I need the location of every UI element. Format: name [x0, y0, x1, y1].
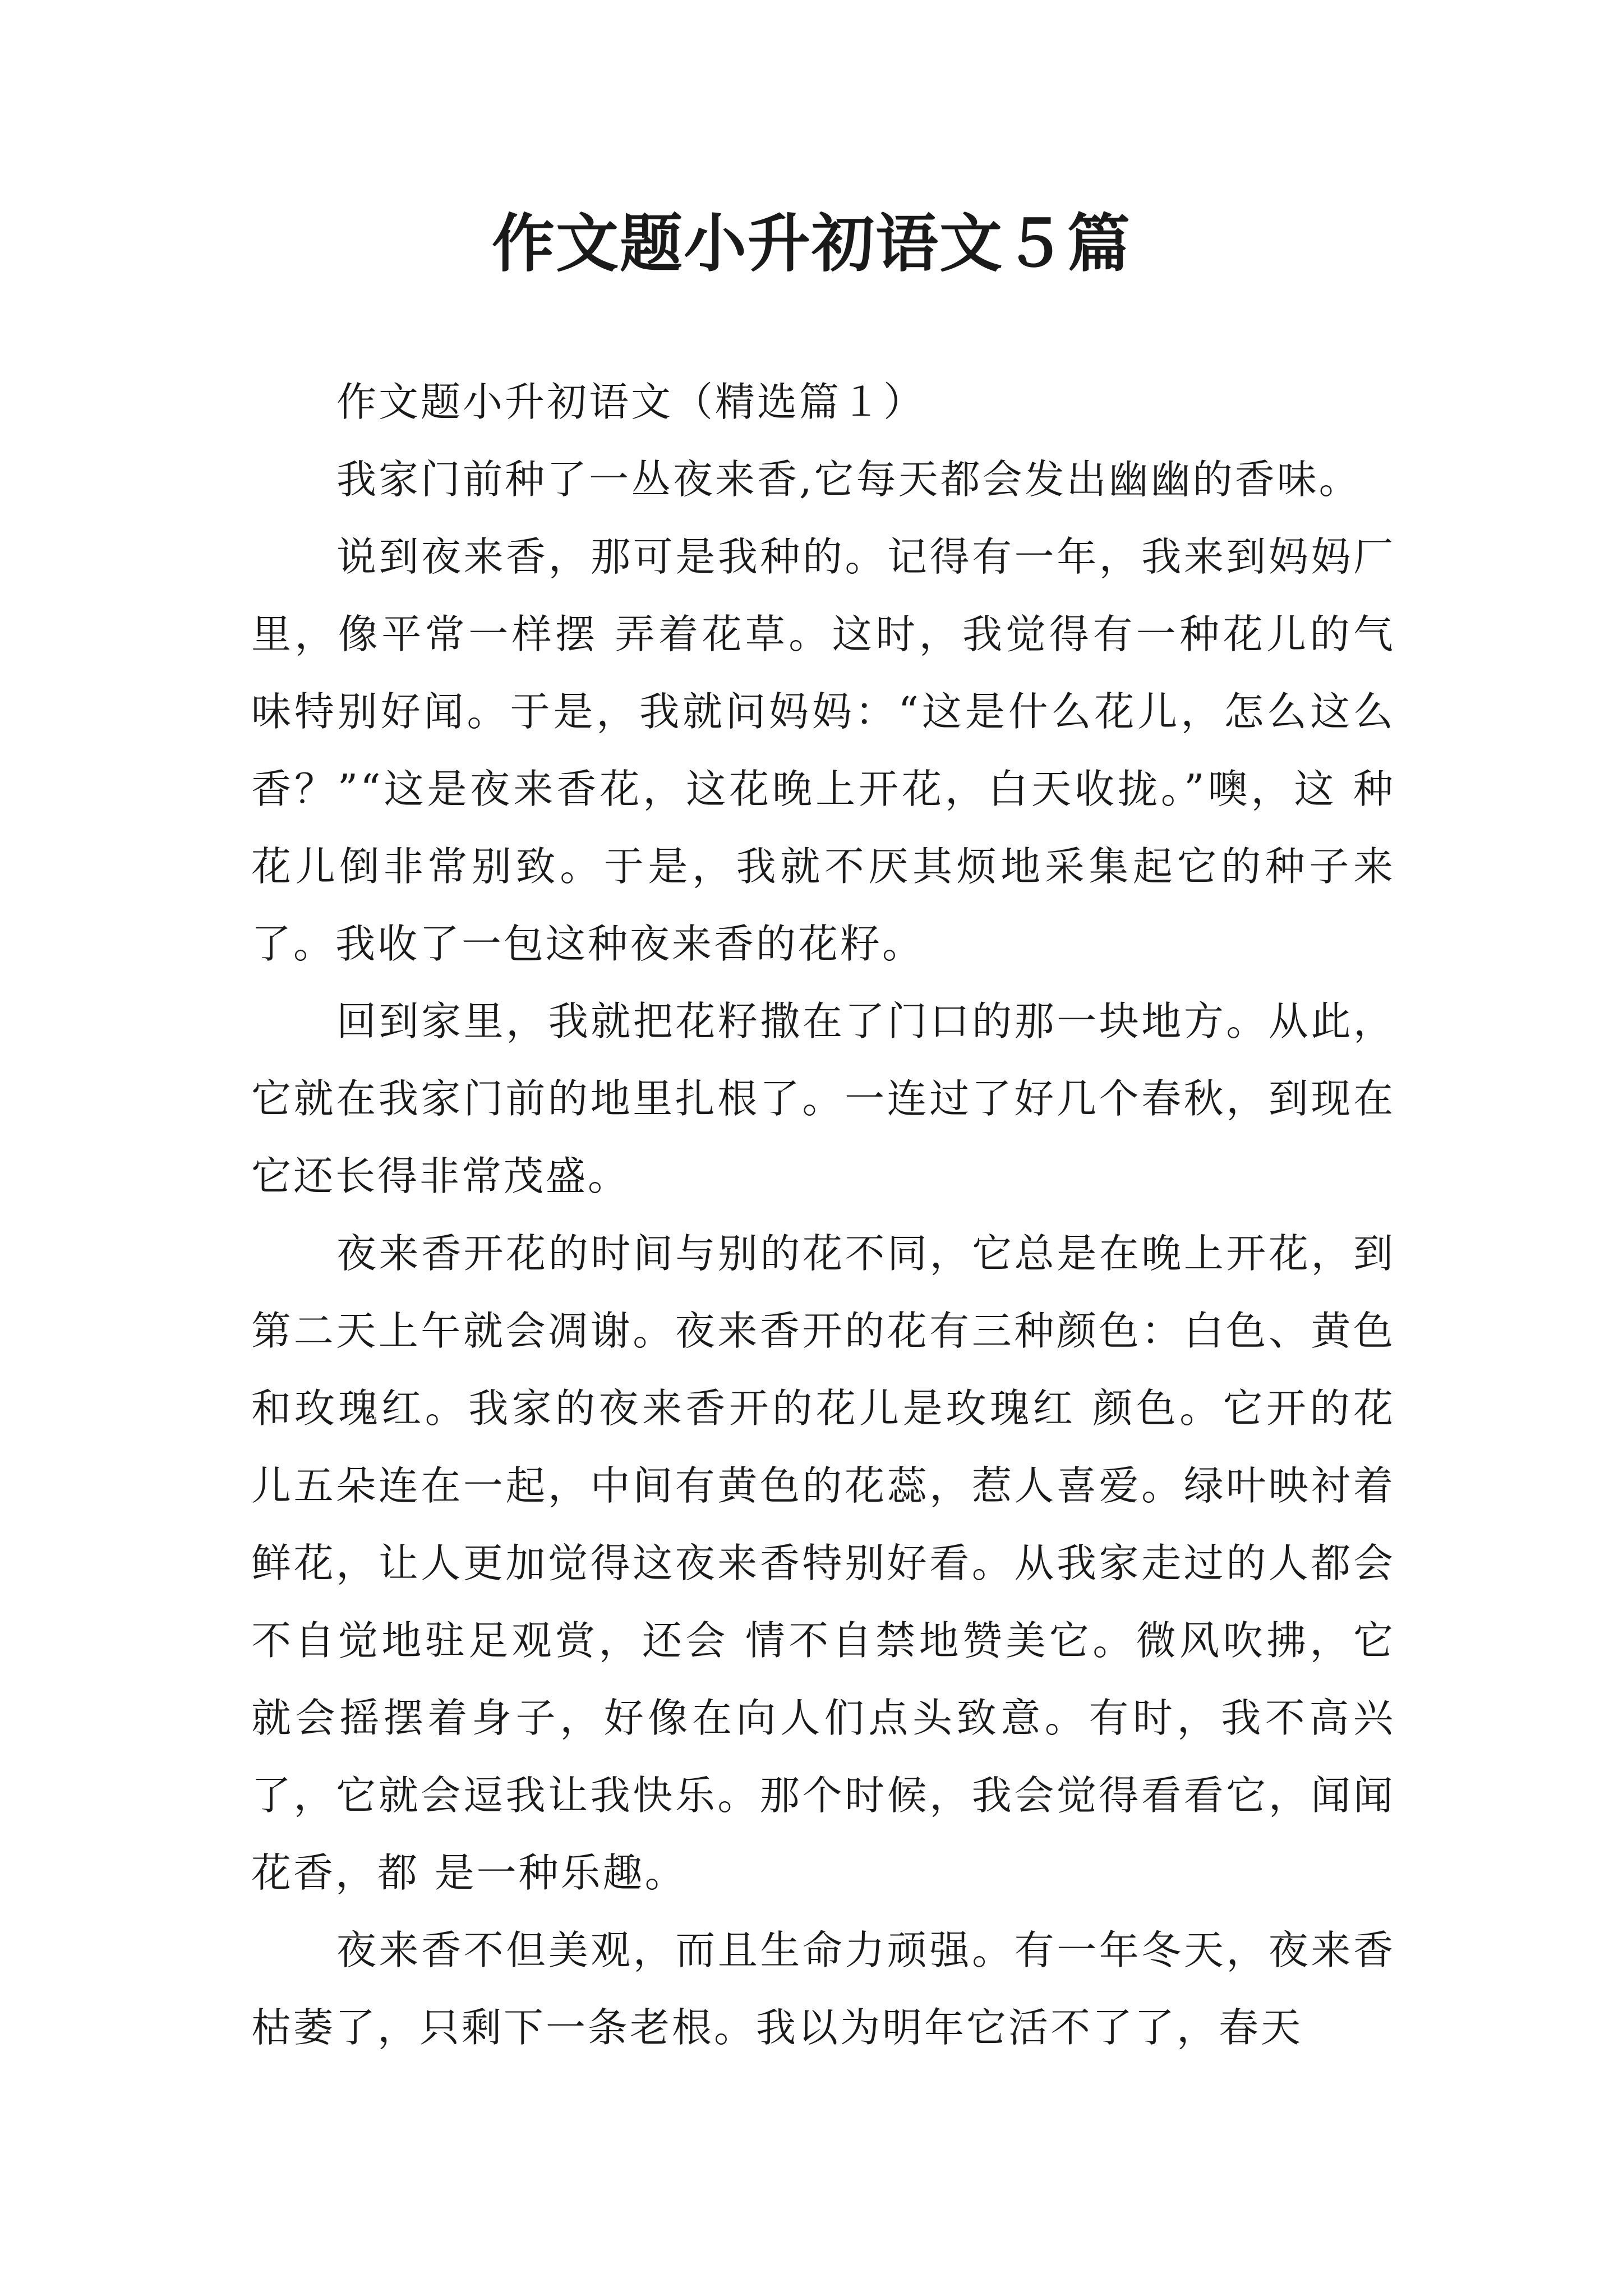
section-heading: 作文题小升初语文（精选篇１） — [336, 379, 926, 425]
paragraph: 我家门前种了一丛夜来香,它每天都会发出幽幽的香味。 — [336, 456, 1361, 503]
document-title: 作文题小升初语文５篇 — [492, 207, 1131, 280]
paragraph: 说到夜来香，那可是我种的。记得有一年，我来到妈妈厂里，像平常一样摆 弄着花草。这时，我觉得有一种花儿的气味特别好闻。于是，我就问妈妈：“这是什么花儿，怎么这么香？”“这是夜来香花，这花晚上开花，白天收拢。”噢，这 种花儿倒非常别致。于是，我就不厌其烦地采集起它的种子来了。我收了一包这种夜来香的花籽。 — [251, 533, 1395, 967]
document-body — [251, 364, 1395, 2067]
paragraph: 夜来香开花的时间与别的花不同，它总是在晚上开花，到第二天上午就会凋谢。夜来香开的花有三种颜色：白色、黄色和玫瑰红。我家的夜来香开的花儿是玫瑰红 颜色。它开的花儿五朵连在一起，中间有黄色的花蕊，惹人喜爱。绿叶映衬着鲜花，让人更加觉得这夜来香特别好看。从我家走过的人都会不自觉地驻足观赏，还会 情不自禁地赞美它。微风吹拂，它就会摇摆着身子，好像在向人们点头致意。有时，我不高兴了，它就会逗我让我快乐。那个时候，我会觉得看看它，闻闻花香，都 是一种乐趣。 — [251, 1230, 1395, 1896]
paragraph: 回到家里，我就把花籽撒在了门口的那一块地方。从此，它就在我家门前的地里扎根了。一连过了好几个春秋，到现在它还长得非常茂盛。 — [251, 998, 1395, 1199]
paragraph: 夜来香不但美观，而且生命力顽强。有一年冬天，夜来香枯萎了，只剩下一条老根。我以为明年它活不了了，春天 — [251, 1927, 1395, 2051]
